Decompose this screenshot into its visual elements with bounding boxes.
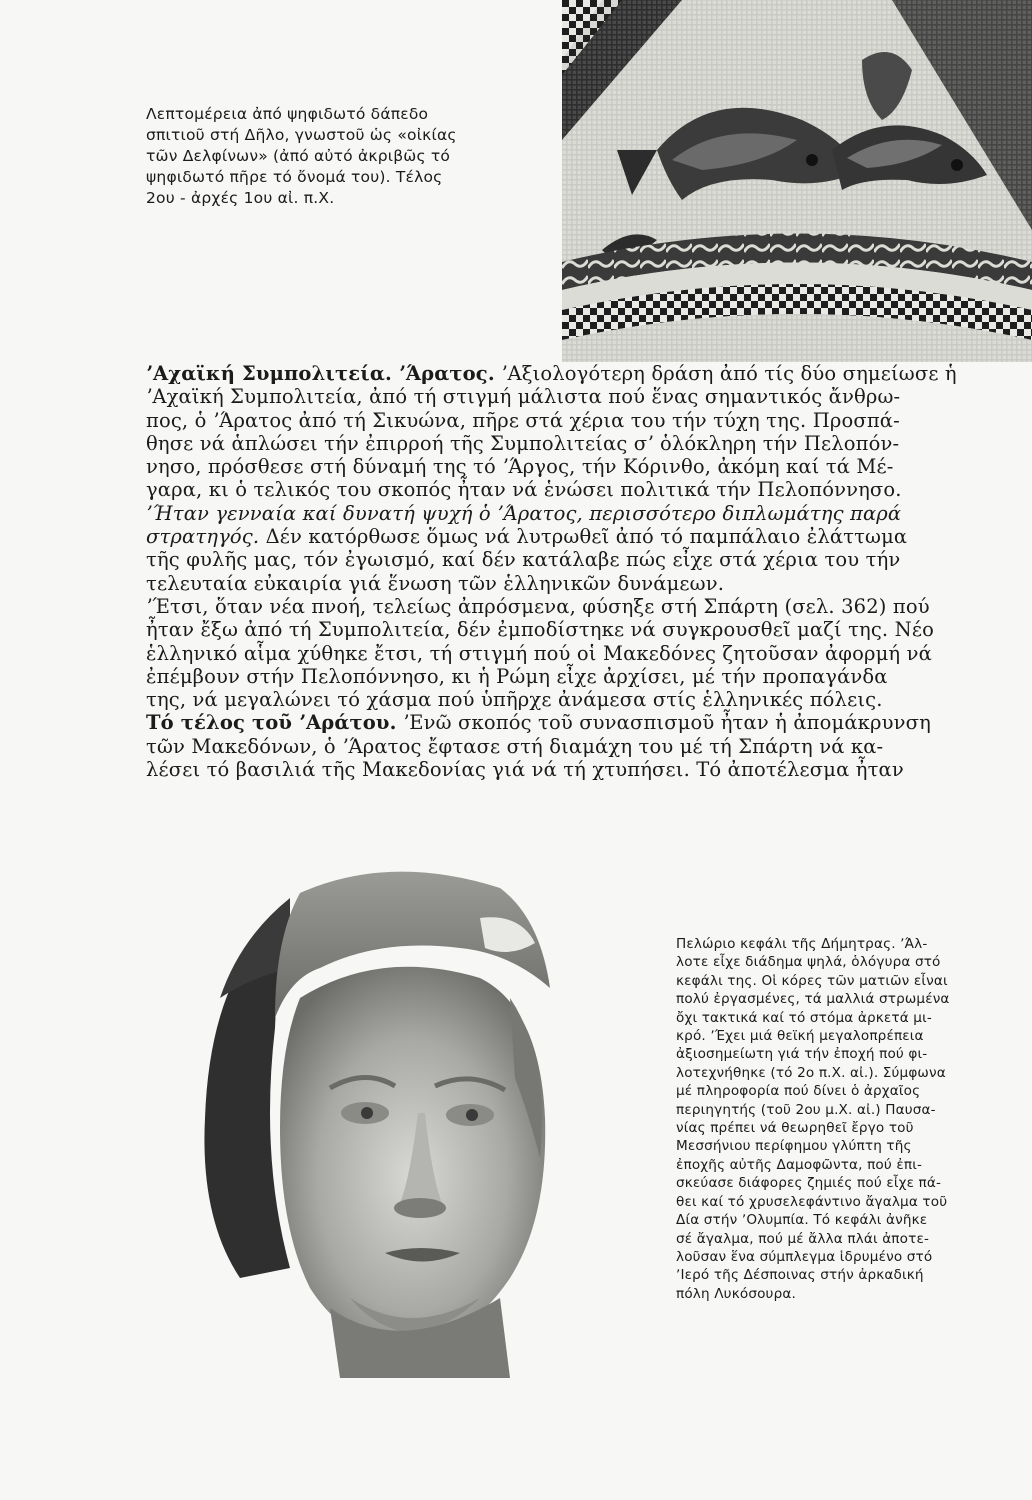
article-line: ἐπέμβουν στήν Πελοπόννησο, κι ἡ Ρώμη εἶχε ἀρχίσει, μέ τήν προπαγάνδα (146, 664, 888, 688)
article-line: ἦταν ἔξω ἀπό τή Συμπολιτεία, δέν ἐμποδίστηκε νά συγκρουσθεῖ μαζί της. Νέο (146, 618, 934, 642)
italic-quote-tail: στρατηγός. (146, 525, 260, 549)
mosaic-caption-line: Λεπτομέρεια ἀπό ψηφιδωτό δάπεδο (146, 105, 429, 123)
statue-caption-line: κρό. ʼΈχει μιά θεϊκή μεγαλοπρέπεια (676, 1028, 924, 1045)
statue-caption-line: κεφάλι της. Οἱ κόρες τῶν ματιῶν εἶναι (676, 972, 948, 989)
statue-caption-line: περιηγητής (τοῦ 2ου μ.Χ. αἰ.) Παυσα- (676, 1101, 936, 1118)
statue-caption-line: ὄχι τακτικά καί τό στόμα ἀρκετά μι- (676, 1009, 932, 1026)
article-line: ʼΈτσι, ὅταν νέα πνοή, τελείως ἀπρόσμενα, φύσηξε στή Σπάρτη (σελ. 362) πού (146, 594, 930, 618)
article-line (146, 525, 1016, 548)
article-line: τῆς φυλῆς μας, τόν ἐγωισμό, καί δέν κατάλαβε πώς εἶχε στά χέρια του τήν (146, 548, 901, 572)
article-line-text: ʼΑξιολογότερη δράση ἀπό τίς δύο σημείωσε ἡ (494, 362, 957, 385)
statue-caption-line: λοῦσαν ἕνα σύμπλεγμα ἱδρυμένο στό (676, 1248, 933, 1265)
article-line: νησο, πρόσθεσε στή δύναμή της τό ʼΆργος, τήν Κόρινθο, ἀκόμη καί τά Μέ- (146, 455, 894, 479)
statue-caption-line: μέ πληροφορία πού δίνει ὁ ἀρχαῖος (676, 1083, 921, 1100)
section-heading-achaean-league: ʼΑχαϊκή Συμπολιτεία. ʼΆρατος. (146, 362, 495, 385)
mosaic-caption-line: τῶν Δελφίνων» (ἀπό αὐτό ἀκριβῶς τό (146, 147, 451, 165)
statue-caption-line: ἐποχῆς αὐτῆς Δαμοφῶντα, πού ἐπι- (676, 1156, 923, 1173)
article-line: της, νά μεγαλώνει τό χάσμα πού ὑπῆρχε ἀνάμεσα στίς ἑλληνικές πόλεις. (146, 688, 883, 712)
section-heading-end-of-aratus: Τό τέλος τοῦ ʼΑράτου. (146, 711, 397, 735)
article-line: τῶν Μακεδόνων, ὁ ʼΆρατος ἔφτασε στή διαμάχη του μέ τή Σπάρτη νά κα- (146, 734, 884, 758)
article-line: λέσει τό βασιλιά τῆς Μακεδονίας γιά νά τή χτυπήσει. Τό ἀποτέλεσμα ἦταν (146, 758, 904, 782)
demeter-head-statue-photo (180, 858, 610, 1386)
article-line-text: ʼΕνῶ σκοπός τοῦ συνασπισμοῦ ἦταν ἡ ἀπομάκρυνση (396, 711, 931, 735)
main-article (146, 362, 1016, 781)
statue-caption-line: λοτεχνήθηκε (τό 2ο π.Χ. αἰ.). Σύμφωνα (676, 1064, 946, 1081)
statue-caption-line: Πελώριο κεφάλι τῆς Δήμητρας. ʼΆλ- (676, 936, 928, 952)
mosaic-caption-line: σπιτιοῦ στή Δῆλο, γνωστοῦ ὡς «οἰκίας (146, 126, 457, 144)
statue-caption-line: ἀξιοσημείωτη γιά τήν ἐποχή πού φι- (676, 1046, 928, 1063)
statue-caption (676, 935, 1016, 1303)
article-line: ἑλληνικό αἷμα χύθηκε ἔτσι, τή στιγμή πού οἱ Μακεδόνες ζητοῦσαν ἀφορμή νά (146, 641, 932, 665)
article-line-text: Δέν κατόρθωσε ὅμως νά λυτρωθεῖ ἀπό τό παμπάλαιο ἐλάττωμα (259, 525, 908, 549)
article-line: γαρα, κι ὁ τελικός του σκοπός ἦταν νά ἑνώσει πολιτικά τήν Πελοπόννησο. (146, 478, 902, 502)
statue-caption-line: σκεύασε διάφορες ζημιές πού εἶχε πά- (676, 1175, 942, 1192)
statue-caption-line: Μεσσήνιου περίφημου γλύπτη τῆς (676, 1138, 912, 1155)
statue-caption-line: θει καί τό χρυσελεφάντινο ἄγαλμα τοῦ (676, 1193, 948, 1210)
statue-caption-line: Δία στήν ʼΟλυμπία. Τό κεφάλι ἀνῆκε (676, 1212, 928, 1229)
article-line: τελευταία εὐκαιρία γιά ἕνωση τῶν ἑλληνικῶν δυνάμεων. (146, 571, 725, 595)
statue-caption-line: λοτε εἶχε διάδημα ψηλά, ὁλόγυρα στό (676, 954, 941, 971)
mosaic-caption-line: ψηφιδωτό πῆρε τό ὄνομά του). Τέλος (146, 168, 443, 186)
article-line: πος, ὁ ʼΆρατος ἀπό τή Σικυώνα, πῆρε στά χέρια του τήν τύχη της. Προσπά- (146, 408, 900, 432)
statue-caption-line: πόλη Λυκόσουρα. (676, 1285, 796, 1302)
article-line (146, 711, 1016, 734)
mosaic-caption-line: 2ου - ἀρχές 1ου αἰ. π.Χ. (146, 189, 335, 207)
italic-quote: ʼΉταν γενναία καί δυνατή ψυχή ὁ ʼΆρατος, περισσότερο διπλωμάτης παρά (146, 501, 902, 525)
statue-caption-line: νίας πρέπει νά θεωρηθεῖ ἔργο τοῦ (676, 1120, 914, 1137)
article-line: θησε νά ἁπλώσει τήν ἐπιρροή τῆς Συμπολιτείας σʼ ὁλόκληρη τήν Πελοπόν- (146, 431, 900, 455)
article-line (146, 362, 1016, 385)
article-line (146, 502, 1016, 525)
statue-caption-line: ʼΙερό τῆς Δέσποινας στήν ἀρκαδική (676, 1267, 924, 1284)
article-line: ʼΑχαϊκή Συμπολιτεία, ἀπό τή στιγμή μάλιστα πού ἕνας σημαντικός ἄνθρω- (146, 385, 901, 409)
mosaic-caption (146, 104, 496, 209)
statue-caption-line: σέ ἄγαλμα, πού μέ ἄλλα πλάι ἀποτε- (676, 1230, 929, 1247)
dolphin-mosaic-photo (562, 0, 1032, 362)
statue-caption-line: πολύ ἐργασμένες, τά μαλλιά στρωμένα (676, 991, 950, 1008)
